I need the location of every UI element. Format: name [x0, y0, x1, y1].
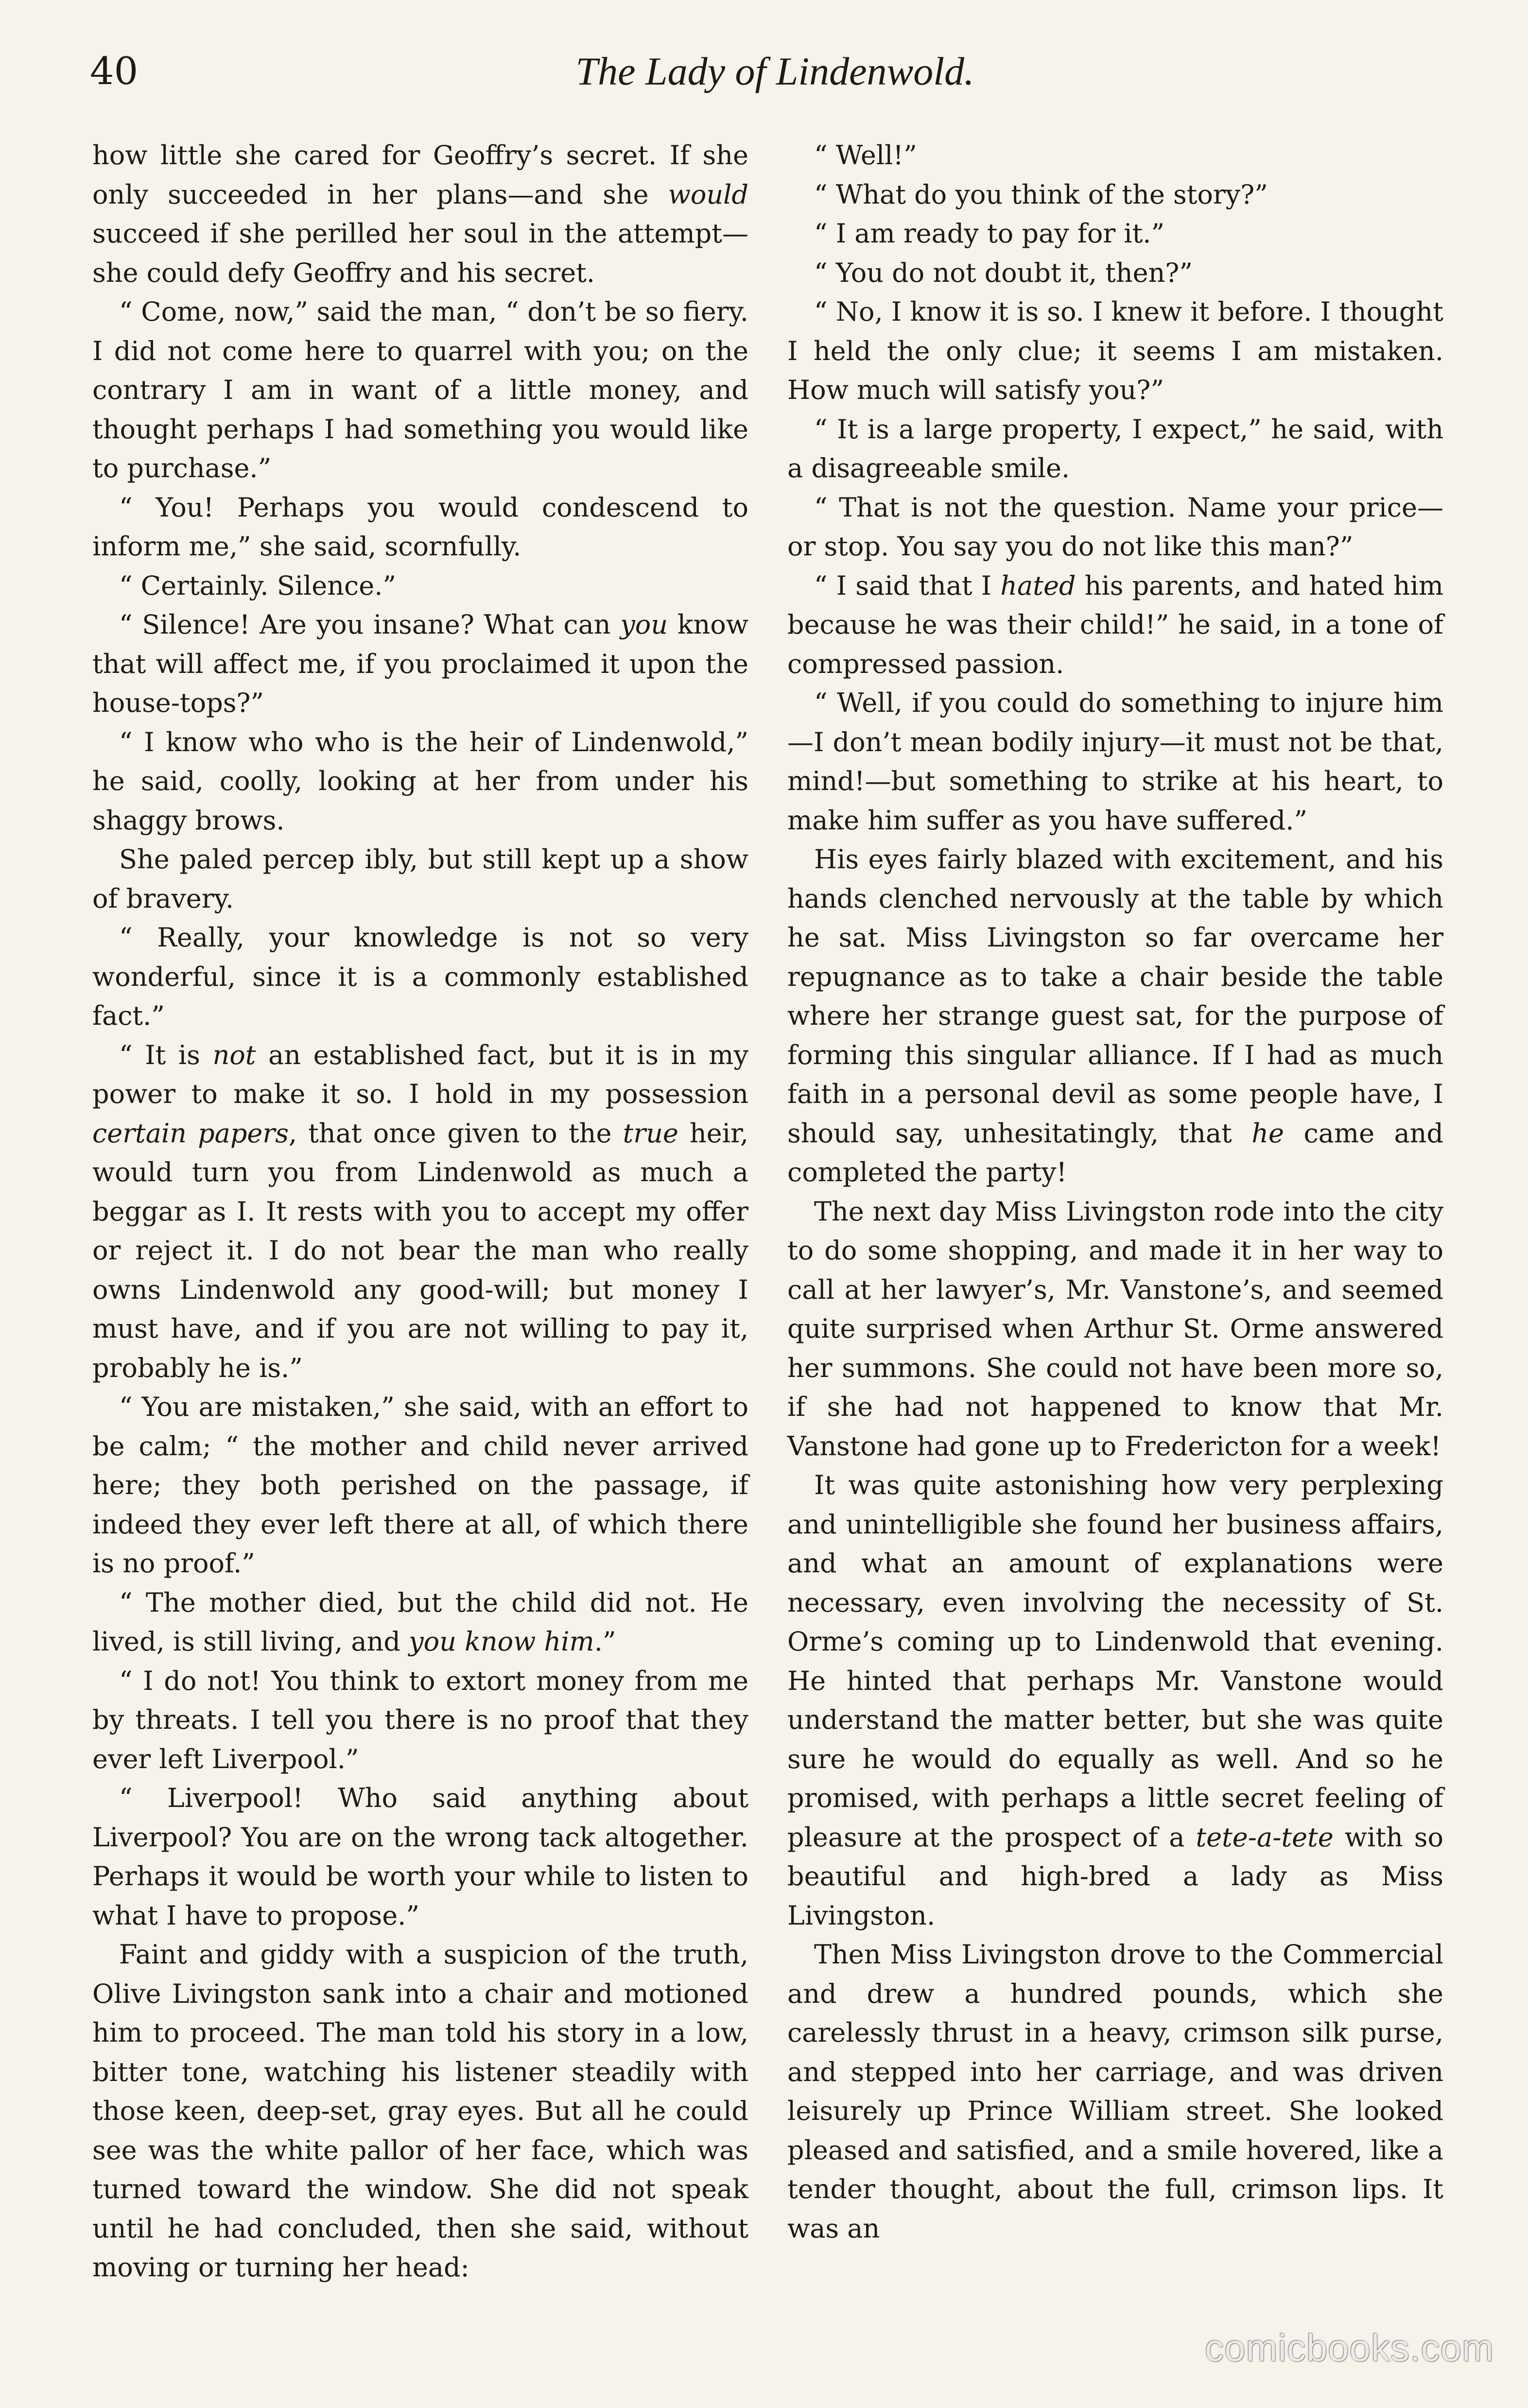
- text-run: She paled percep ibly, but still kept up a show of bravery.: [92, 844, 748, 914]
- text-run: It was quite astonishing how very perplexing and unintelligible she found her business affairs, and what an amount of explanations were necessary, even involving the necessity of St. Orme’s coming up to Lindenwold that evening. He hinted that perhaps Mr. Vanstone would understand the matter better, but she was quite sure he would do equally as well. And so he promised, with perhaps a little secret feeling of pleasure at the prospect of a: [787, 1470, 1443, 1853]
- text-run: heir, would turn you from Lindenwold as much a beggar as I. It rests with you to accept my offer or reject it. I do not bear the man who really owns Lindenwold any good-will; but money I must have, and if you are not willing to pay it, probably he is.”: [92, 1118, 749, 1383]
- watermark: comicbooks.com: [1205, 2326, 1494, 2369]
- text-run: succeed if she perilled her soul in the attempt—she could defy Geoffry and his secret.: [92, 218, 748, 288]
- paragraph: [787, 1935, 1443, 2248]
- italic-text: certain papers: [92, 1118, 289, 1149]
- text-run: , that once given to the: [288, 1118, 623, 1149]
- text-run: an established fact, but it is in my power to make it so. I hold in my possession: [92, 1039, 748, 1109]
- italic-text: hated: [1000, 570, 1076, 601]
- paragraph: [92, 918, 748, 1036]
- paragraph: [92, 605, 748, 723]
- text-run: “ Certainly. Silence.”: [119, 570, 396, 601]
- paragraph: [92, 488, 748, 567]
- paragraph: [787, 567, 1443, 684]
- paragraph: [787, 684, 1443, 840]
- paragraph: [787, 292, 1443, 410]
- paragraph: [787, 1192, 1443, 1466]
- text-run: came and completed the party!: [787, 1118, 1443, 1187]
- italic-text: you know him: [409, 1626, 594, 1657]
- text-run: “ I said that I: [814, 570, 1001, 601]
- paragraph: [787, 175, 1443, 215]
- text-run: Then Miss Livingston drove to the Commercial and drew a hundred pounds, which she carelessly thrust in a heavy, crimson silk purse, and stepped into her carriage, and was driven leisurely up Prince William street. She looked pleased and satisfied, and a smile hovered, like a tender thought, about the full, crimson lips. It was an: [787, 1939, 1443, 2244]
- paragraph: [92, 1388, 748, 1583]
- text-run: “ It is: [119, 1039, 213, 1070]
- paragraph: [787, 410, 1443, 488]
- text-run: “ Well!”: [814, 140, 917, 171]
- text-run: “ That is not the question. Name your price—or stop. You say you do not like this man?”: [787, 492, 1443, 562]
- paragraph: [92, 840, 748, 918]
- text-run: “ You! Perhaps you would condescend to inform me,” she said, scornfully.: [92, 492, 748, 562]
- text-run: “ I am ready to pay for it.”: [814, 218, 1165, 249]
- text-run: “ The mother died, but the child did not. He lived, is still living, and: [92, 1587, 748, 1657]
- paragraph: [92, 1036, 748, 1388]
- text-run: The next day Miss Livingston rode into the city to do some shopping, and made it in her way to call at her lawyer’s, Mr. Vanstone’s, and seemed quite surprised when Arthur St. Orme answered her summons. She could not have been more so, if she had not happened to know that Mr. Vanstone had gone up to Fredericton for a week!: [787, 1196, 1443, 1462]
- text-run: his parents, and hated him because he was their child!” he said, in a tone of compressed passion.: [787, 570, 1443, 679]
- text-run: “ You do not doubt it, then?”: [814, 257, 1193, 288]
- text-run: “ Silence! Are you insane? What can: [119, 609, 621, 640]
- text-run: know that will affect me, if you proclaimed it upon the house-tops?”: [92, 609, 748, 718]
- page-number: 40: [90, 50, 139, 93]
- paragraph: [787, 254, 1443, 293]
- text-run: “ Come, now,” said the man, “ don’t be so fiery. I did not come here to quarrel with you; on the contrary I am in want of a little money, and thought perhaps I had something you would like to purchase.”: [92, 296, 748, 483]
- italic-text: you: [620, 609, 668, 640]
- left-text-column: [92, 136, 748, 2288]
- paragraph: [92, 292, 748, 488]
- text-run: “ You are mistaken,” she said, with an effort to be calm; “ the mother and child never arrived here; they both perished on the passage, if indeed they ever left there at all, of which there is no proof.”: [92, 1392, 748, 1579]
- text-run: “ Liverpool! Who said anything about Liverpool? You are on the wrong tack altogether. Perhaps it would be worth your while to listen to what I have to propose.”: [92, 1783, 748, 1931]
- text-run: “ It is a large property, I expect,” he said, with a disagreeable smile.: [787, 413, 1443, 483]
- paragraph: [92, 1779, 748, 1935]
- paragraph: [92, 567, 748, 606]
- italic-text: tete-a-tete: [1196, 1822, 1334, 1853]
- text-run: “ No, I know it is so. I knew it before. I thought I held the only clue; it seems I am mistaken. How much will satisfy you?”: [787, 296, 1443, 405]
- italic-text: not: [212, 1039, 256, 1070]
- text-run: “ I know who who is the heir of Lindenwold,” he said, coolly, looking at her from under his shaggy brows.: [92, 726, 748, 836]
- paragraph: [787, 214, 1443, 254]
- paragraph: [92, 1935, 748, 2288]
- paragraph: [787, 840, 1443, 1192]
- paragraph: [92, 1583, 748, 1662]
- paragraph: [92, 723, 748, 841]
- text-run: His eyes fairly blazed with excitement, and his hands clenched nervously at the table by which he sat. Miss Livingston so far overcame her repugnance as to take a chair beside the table where her strange guest sat, for the purpose of forming this singular alliance. If I had as much faith in a personal devil as some people have, I should say, unhesitatingly, that: [787, 844, 1443, 1149]
- italic-text: would: [668, 179, 748, 210]
- italic-text: he: [1251, 1118, 1285, 1149]
- italic-text: true: [623, 1118, 678, 1149]
- paragraph: [787, 136, 1443, 175]
- running-title: The Lady of Lindenwold.: [575, 49, 974, 93]
- text-run: “ Really, your knowledge is not so very wonderful, since it is a commonly established fact.”: [92, 922, 748, 1031]
- right-text-column: [787, 136, 1443, 2248]
- page-header: [90, 45, 1460, 98]
- paragraph: [92, 1662, 748, 1779]
- paragraph: [787, 1466, 1443, 1935]
- text-run: Faint and giddy with a suspicion of the truth, Olive Livingston sank into a chair and motioned him to proceed. The man told his story in a low, bitter tone, watching his listener steadily with those keen, deep-set, gray eyes. But all he could see was the white pallor of her face, which was turned toward the window. She did not speak until he had concluded, then she said, without moving or turning her head:: [92, 1939, 748, 2283]
- text-run: with so beautiful and high-bred a lady as Miss Livingston.: [787, 1822, 1443, 1931]
- text-run: “ Well, if you could do something to injure him—I don’t mean bodily injury—it must not be that, mind!—but something to strike at his heart, to make him suffer as you have suffered.”: [787, 688, 1443, 836]
- paragraph: [787, 488, 1443, 567]
- text-run: “ What do you think of the story?”: [814, 179, 1268, 210]
- paragraph: [92, 136, 748, 292]
- text-run: .”: [594, 1626, 616, 1657]
- text-run: “ I do not! You think to extort money from me by threats. I tell you there is no proof that they ever left Liverpool.”: [92, 1665, 748, 1774]
- text-run: how little she cared for Geoffry’s secret. If she only succeeded in her plans—and she: [92, 140, 748, 210]
